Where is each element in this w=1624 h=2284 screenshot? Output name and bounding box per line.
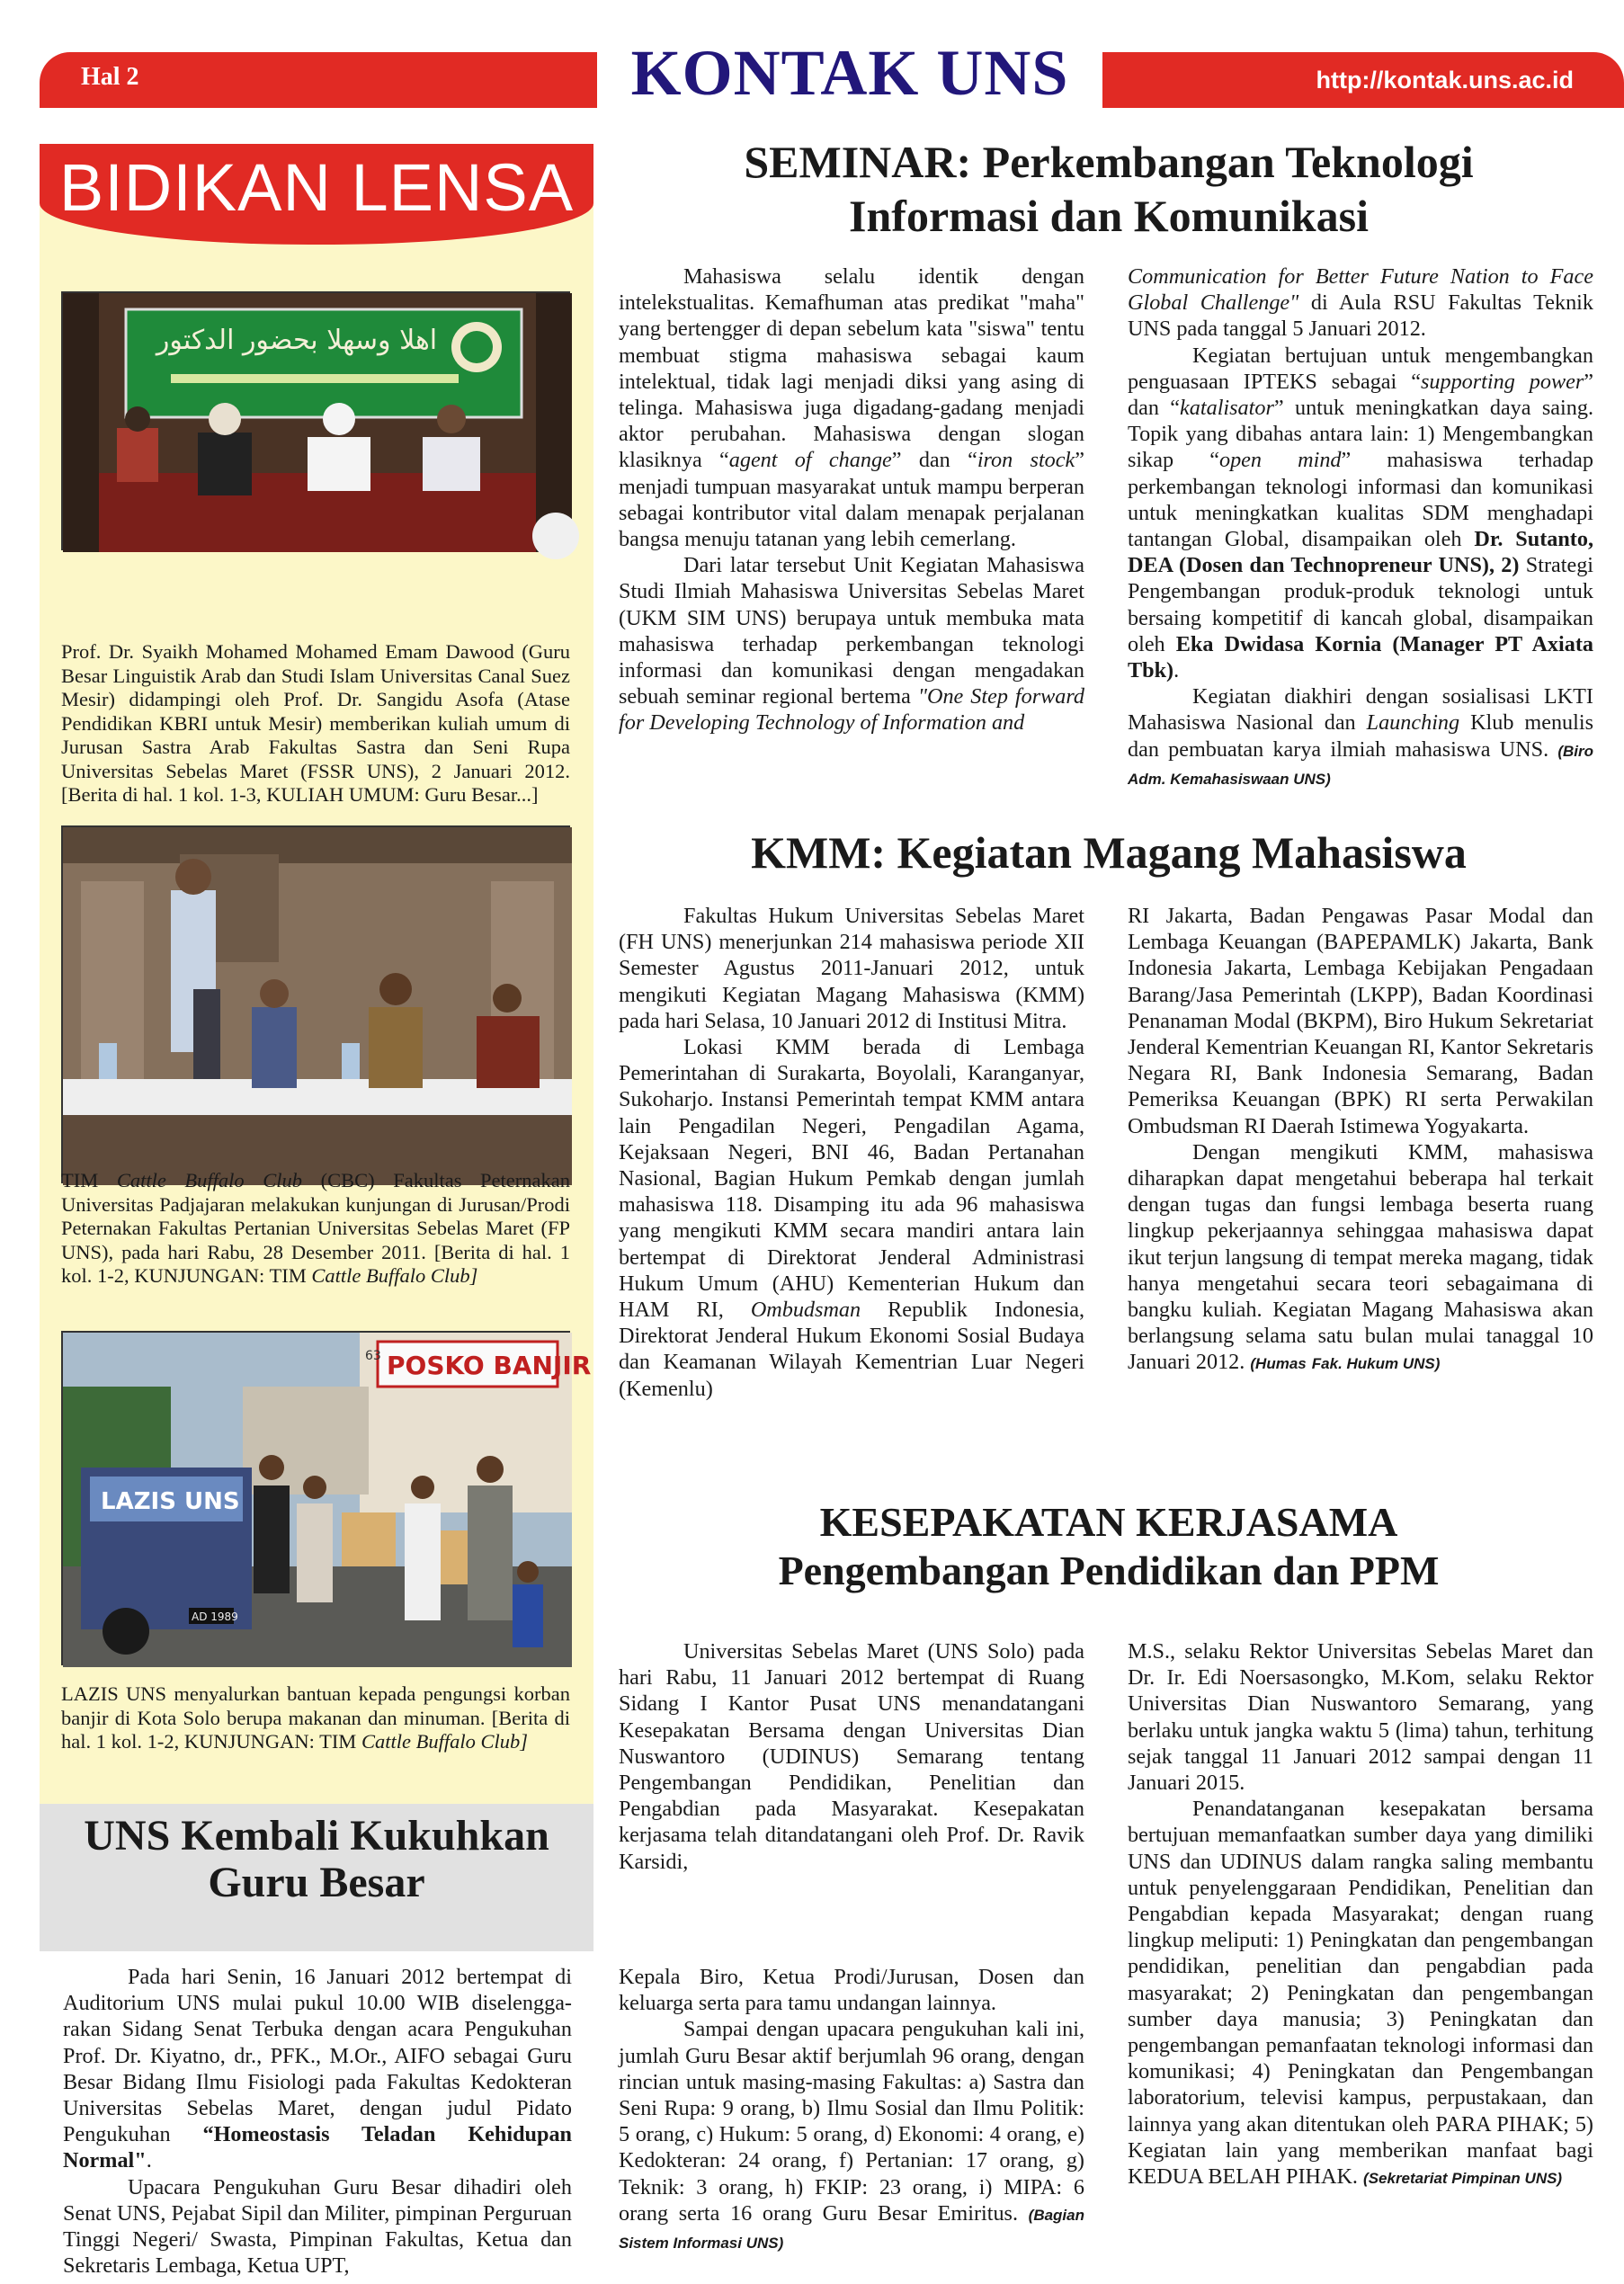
- page-number: Hal 2: [81, 63, 139, 91]
- posko-sign-text: POSKO BANJIR: [387, 1351, 592, 1380]
- kerjasama-title-line: Pengembangan Pendidikan dan PPM: [778, 1548, 1440, 1593]
- house-number: 63: [365, 1349, 381, 1363]
- banner-text: اهلا وسهلا بحضور الدكتور: [156, 325, 438, 356]
- plate-text: AD 1989: [192, 1610, 238, 1623]
- caption-text: TIM: [61, 1169, 117, 1191]
- seminar-source: (Biro Adm. Kemahasiswaan UNS): [1128, 742, 1593, 788]
- gurubesar-title: [40, 1813, 593, 1906]
- kerjasama-col-1: Universitas Sebelas Maret (UNS Solo) pada hari Rabu, 11 Januari 2012 bertempat di Ruang Sidang I Kantor Pusat UNS menandatangani Kesepakatan Bersama dengan Universitas Dian Nuswantoro (UDINUS) Semarang tentang Pengembangan Pendidikan, Penelitian dan Pengabdian pada Masyarakat. Kesepakatan kerjasama telah ditandatangani oleh Prof. Dr. Ravik Karsidi,: [619, 1639, 1084, 1874]
- caption-emphasis: Cattle Buffalo Club]: [311, 1264, 478, 1287]
- seminar-col-2: Communication for Better Future Nation to Face Global Challenge" di Aula RSU Fakultas Teknik UNS pada tanggal 5 Januari 2012. Kegiatan bertujuan untuk mengembangkan penguasaan IPTEKS sebagai “supporting power” dan “katalisator” untuk meningkatkan daya saing. Topik yang dibahas antara lain: 1) Mengembangkan sikap “open mind” mahasiswa terhadap perkembangan teknologi informasi dan komunikasi untuk meningkatkan kualitas SDM menghadapi tantangan Global, disampaikan oleh Dr. Sutanto, DEA (Dosen dan Technopreneur UNS), 2) Strategi Pengembangan produk-produk teknologi untuk bersaing kompetitif di kancah global, disampaikan oleh Eka Dwidasa Kornia (Manager PT Axiata Tbk). Kegiatan diakhiri dengan sosialisasi LKTI Mahasiswa Nasional dan Launching Klub menulis dan pembuatan karya ilmiah mahasiswa UNS. (Biro Adm. Kemahasiswaan UNS): [1128, 264, 1594, 788]
- masthead: KONTAK UNS: [630, 37, 1069, 109]
- photo-lecture-drawing: [63, 293, 572, 552]
- photo-caption: [61, 1169, 570, 1289]
- caption-emphasis: Cattle Buffalo Club: [116, 1169, 303, 1191]
- site-url[interactable]: http://kontak.uns.ac.id: [1316, 67, 1574, 94]
- gurubesar-title-line: UNS Kembali Kukuhkan: [84, 1812, 549, 1860]
- photo-visit: [61, 825, 570, 1183]
- photo-visit-drawing: [63, 827, 572, 1185]
- kerjasama-source: (Sekretariat Pimpinan UNS): [1363, 2170, 1563, 2188]
- kmm-source: Fak. Hukum UNS): [1311, 1355, 1441, 1373]
- kmm-col-2: RI Jakarta, Badan Pengawas Pasar Modal dan Lembaga Keuangan (BAPEPAMLK) Jakarta, Bank Indonesia Jakarta, Lembaga Kebijakan Pengadaan Barang/Jasa Pemerintah (LKPP), Badan Koordinasi Penanaman Modal (BKPM), Biro Hukum Sekretariat Jenderal Kementrian Keuangan RI, Kantor Sekretaris Negara RI, Bank Indonesia Semarang, Badan Pemeriksa Keuangan (BPK) RI serta Perwakilan Ombudsman RI Daerah Istimewa Yogyakarta. Dengan mengikuti KMM, mahasiswa diharapkan dapat mengetahui beberapa hal terkait dengan tugas dan fungsi lembaga beserta ruang lingkup pekerjaannya sehinggaa mahasiswa dapat ikut terjun langsung di tempat mereka magang, tidak hanya mengetahui secara teori sebagaimana di bangku kuliah. Kegiatan Magang Mahasiswa akan berlangsung selama satu bulan mulai tanaggal 10 Januari 2012. (Humas Fak. Hukum UNS): [1128, 904, 1593, 1375]
- photo-flood-aid: [61, 1331, 592, 1665]
- gurubesar-source: (Bagian Sistem Informasi UNS): [619, 2206, 1084, 2253]
- caption-text: (CBC) Fakultas Peternakan Universitas Padjajaran melakukan kunjungan di Jurusan/Prodi Peternakan Fakultas Pertanian Universitas Sebelas Maret (FP UNS), pada hari Rabu, 28 Desember 2011. [Berita di hal. 1 kol. 1-2, KUNJUNGAN: TIM: [61, 1169, 570, 1287]
- photo-flood-aid-drawing: [63, 1333, 592, 1667]
- gurubesar-col-1: Pada hari Senin, 16 Januari 2012 bertempat di Auditorium UNS mulai pukul 10.00 WIB diselengga-rakan Sidang Senat Terbuka dengan acara Pengukuhan Prof. Dr. Kiyatno, dr., PFK., M.Or., AIFO sebagai Guru Besar Bidang Ilmu Fisiologi pada Fakultas Kedokteran Universitas Sebelas Maret, dengan judul Pidato Pengukuhan “Homeostasis Teladan Kehidupan Normal". Upacara Pengukuhan Guru Besar dihadiri oleh Senat UNS, Pejabat Sipil dan Militer, pimpinan Perguruan Tinggi Negeri/ Swasta, Pimpinan Fakultas, Ketua dan Sekretaris Lembaga, Ketua UPT,: [63, 1965, 572, 2279]
- gurubesar-title-line: Guru Besar: [208, 1859, 425, 1906]
- kerjasama-title-line: KESEPAKATAN KERJASAMA: [819, 1499, 1398, 1545]
- photo-lecture: [61, 291, 570, 550]
- seminar-col-1: Mahasiswa selalu identik dengan intelekstualitas. Kemafhuman atas predikat "maha" yang bertengger di depan sebelum kata "siswa" tentu membuat stigma mahasiswa sebagai kaum intelektual, tidak lagi menjadi diksi yang asing di telinga. Mahasiswa juga digadang-gadang menjadi aktor perubahan. Mahasiswa dengan slogan klasiknya “agent of change” dan “iron stock” menjadi tumpuan masyarakat untuk mampu berperan sebagai kontributor vital dalam menapak perjalanan bangsa menuju tatanan yang lebih cemerlang. Dari latar tersebut Unit Kegiatan Mahasiswa Studi Ilmiah Mahasiswa Universitas Sebelas Maret (UKM SIM UNS) berupaya untuk membuka mata mahasiswa terhadap perkembangan teknologi informasi dan komunikasi dengan mengadakan sebuah seminar regional bertema "One Step forward for Developing Technology of Information and: [619, 264, 1084, 736]
- sidebar-title: BIDIKAN LENSA: [58, 150, 575, 225]
- seminar-title-line: SEMINAR: Perkembangan Teknologi: [744, 137, 1474, 187]
- kmm-col-1: Fakultas Hukum Universitas Sebelas Maret (FH UNS) menerjunkan 214 mahasiswa periode XII Semester Agustus 2011-Januari 2012, untuk mengikuti Kegiatan Magang Mahasiswa (KMM) pada hari Selasa, 10 Januari 2012 di Institusi Mitra. Lokasi KMM berada di Lembaga Pemerintahan di Surakarta, Boyolali, Karanganyar, Sukoharjo. Instansi Pemerintah tempat KMM antara lain Pengadilan Negeri, Pengadilan Agama, Kejaksaan Negeri, BNI 46, Badan Pertanahan Nasional, Bagian Hukum Pemkab dengan jumlah mahasiswa 118. Disamping itu ada 96 mahasiswa yang mengikuti KMM secara mandiri antara lain bertempat di Direktorat Jenderal Administrasi Hukum Umum (AHU) Kementerian Hukum dan HAM RI, Ombudsman Republik Indonesia, Direktorat Jenderal Hukum Ekonomi Sosial Budaya dan Keamanan Wilayah Kementrian Luar Negeri (Kemenlu): [619, 904, 1084, 1401]
- seminar-title: [611, 135, 1606, 243]
- kmm-source: (Humas: [1250, 1355, 1307, 1373]
- kerjasama-col-2: M.S., selaku Rektor Universitas Sebelas Maret dan Dr. Ir. Edi Noersasongko, M.Kom, selaku Rektor Universitas Dian Nuswantoro Semarang, yang berlaku untuk jangka waktu 5 (lima) tahun, terhitung sejak tanggal 11 Januari 2012 sampai dengan 11 Januari 2015. Penandatanganan kesepakatan bersama bertujuan memanfaatkan sumber daya yang dimiliki UNS dan UDINUS dalam rangka saling membantu untuk penyelenggaraan Pendidikan, Penelitian dan Pengabdian kepada Masyarakat; dengan ruang lingkup meliputi: 1) Peningkatan dan pengembangan pendidikan, penelitian dan pengabdian pada masyarakat; 2) Peningkatan dan pengembangan sumber daya manusia; 3) Peningkatan dan pengembangan pemanfaatan teknologi informasi dan komunikasi; 4) Peningkatan dan Pengembangan laboratorium, televisi kampus, perpustakaan, dan lainnya yang akan ditentukan oleh PARA PIHAK; 5) Kegiatan lain yang memberikan manfaat bagi KEDUA BELAH PIHAK. (Sekretariat Pimpinan UNS): [1128, 1639, 1593, 2190]
- photo-caption: Prof. Dr. Syaikh Mohamed Mohamed Emam Dawood (Guru Besar Linguistik Arab dan Studi Islam Universitas Canal Suez Mesir) didampingi oleh Prof. Dr. Sangidu Asofa (Atase Pendidikan KBRI untuk Mesir) memberikan kuliah umum di Jurusan Sastra Arab Fakultas Sastra dan Seni Rupa Universitas Sebelas Maret (FSSR UNS), 2 Januari 2012. [Berita di hal. 1 kol. 1-3, KULIAH UMUM: Guru Besar...]: [61, 640, 570, 806]
- photo-caption: [61, 1682, 570, 1754]
- seminar-title-line: Informasi dan Komunikasi: [849, 191, 1369, 241]
- car-label: LAZIS UNS: [101, 1488, 240, 1515]
- gurubesar-col-2: Kepala Biro, Ketua Prodi/Jurusan, Dosen dan keluarga serta para tamu undangan lainnya. Sampai dengan upacara pengukuhan kali ini, jumlah Guru Besar aktif berjumlah 96 orang, dengan rincian untuk masing-masing Fakultas: a) Sastra dan Seni Rupa: 9 orang, b) Ilmu Sosial dan Ilmu Politik: 5 orang, c) Hukum: 5 orang, d) Ekonomi: 4 orang, e) Kedokteran: 24 orang, f) Pertanian: 17 orang, g) Teknik: 3 orang, h) FKIP: 23 orang, i) MIPA: 6 orang serta 16 orang Guru Besar Emiritus. (Bagian Sistem Informasi UNS): [619, 1965, 1084, 2253]
- caption-text: LAZIS UNS menyalurkan bantuan kepada pengungsi korban banjir di Kota Solo berupa makanan dan minuman. [Berita di hal. 1 kol. 1-2, KUNJUNGAN: TIM: [61, 1682, 570, 1753]
- caption-emphasis: Cattle Buffalo Club]: [361, 1730, 528, 1753]
- kerjasama-title: [611, 1498, 1606, 1595]
- kmm-title: KMM: Kegiatan Magang Mahasiswa: [751, 827, 1467, 878]
